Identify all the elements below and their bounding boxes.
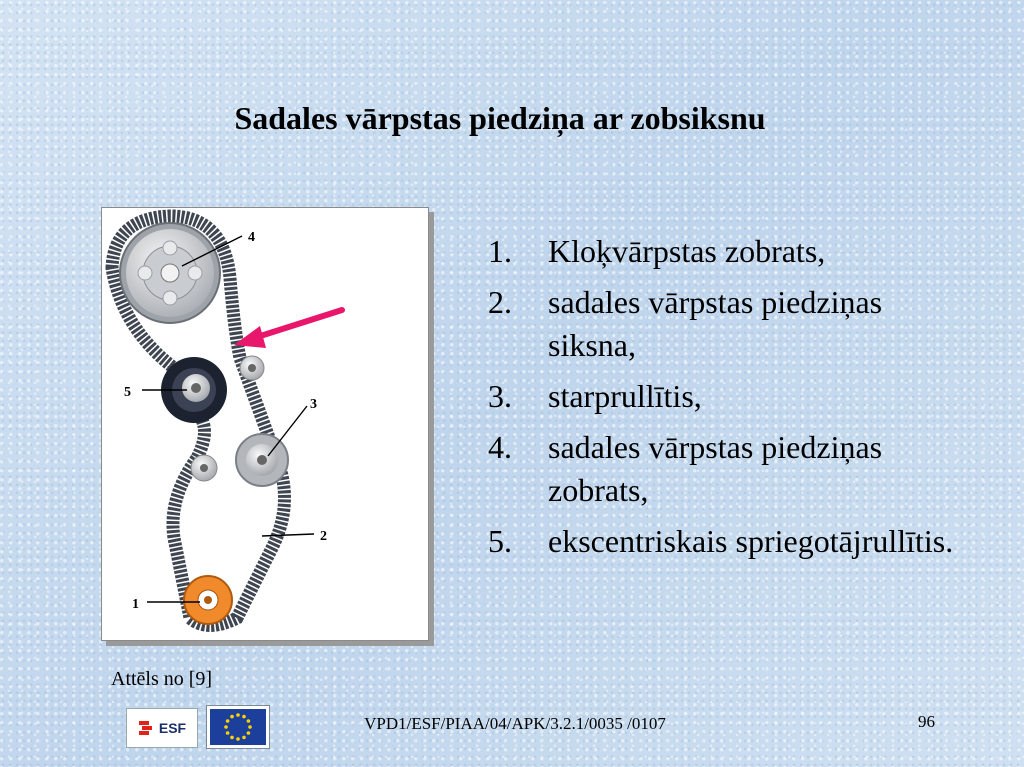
esf-logo-text: ESF xyxy=(158,720,187,736)
list-item xyxy=(488,375,958,418)
callout-2: 2 xyxy=(320,529,327,544)
eu-flag-icon xyxy=(210,709,266,745)
footer-project-code: VPD1/ESF/PIAA/04/APK/3.2.1/0035 /0107 xyxy=(364,714,666,733)
callout-3: 3 xyxy=(310,397,317,412)
callout-4: 4 xyxy=(248,230,255,245)
eu-flag-logo xyxy=(206,705,270,749)
list-item xyxy=(488,230,958,273)
list-item-number: 3. xyxy=(488,378,512,414)
idler-lower xyxy=(191,455,217,481)
list-item-number: 2. xyxy=(488,284,512,320)
list-item-number: 4. xyxy=(488,429,512,465)
parts-list xyxy=(488,230,958,571)
timing-belt-diagram xyxy=(102,208,428,640)
timing-belt-figure xyxy=(101,207,429,641)
pink-arrow-icon xyxy=(234,310,342,348)
list-item-number: 1. xyxy=(488,233,512,269)
list-item-number: 5. xyxy=(488,523,512,559)
slide-title: Sadales vārpstas piedziņa ar zobsiksnu xyxy=(234,100,766,136)
callout-5: 5 xyxy=(124,385,131,400)
esf-logo xyxy=(126,708,198,748)
list-item xyxy=(488,426,958,512)
idler-pulley xyxy=(236,434,288,486)
page-number: 96 xyxy=(918,712,935,731)
list-item-text: starprullītis, xyxy=(548,378,702,414)
esf-mark-icon xyxy=(138,719,156,737)
camshaft-sprocket xyxy=(120,223,220,323)
list-item-text: sadales vārpstas piedziņas siksna, xyxy=(548,284,883,363)
list-item-text: Kloķvārpstas zobrats, xyxy=(548,233,826,269)
list-item-text: sadales vārpstas piedziņas zobrats, xyxy=(548,429,883,508)
crankshaft-sprocket xyxy=(184,576,232,624)
list-item-text: ekscentriskais spriegotājrullītis. xyxy=(548,523,954,559)
figure-caption: Attēls no [9] xyxy=(111,668,213,690)
callout-1: 1 xyxy=(132,597,139,612)
list-item xyxy=(488,281,958,367)
idler-upper xyxy=(240,356,264,380)
list-item xyxy=(488,520,958,563)
